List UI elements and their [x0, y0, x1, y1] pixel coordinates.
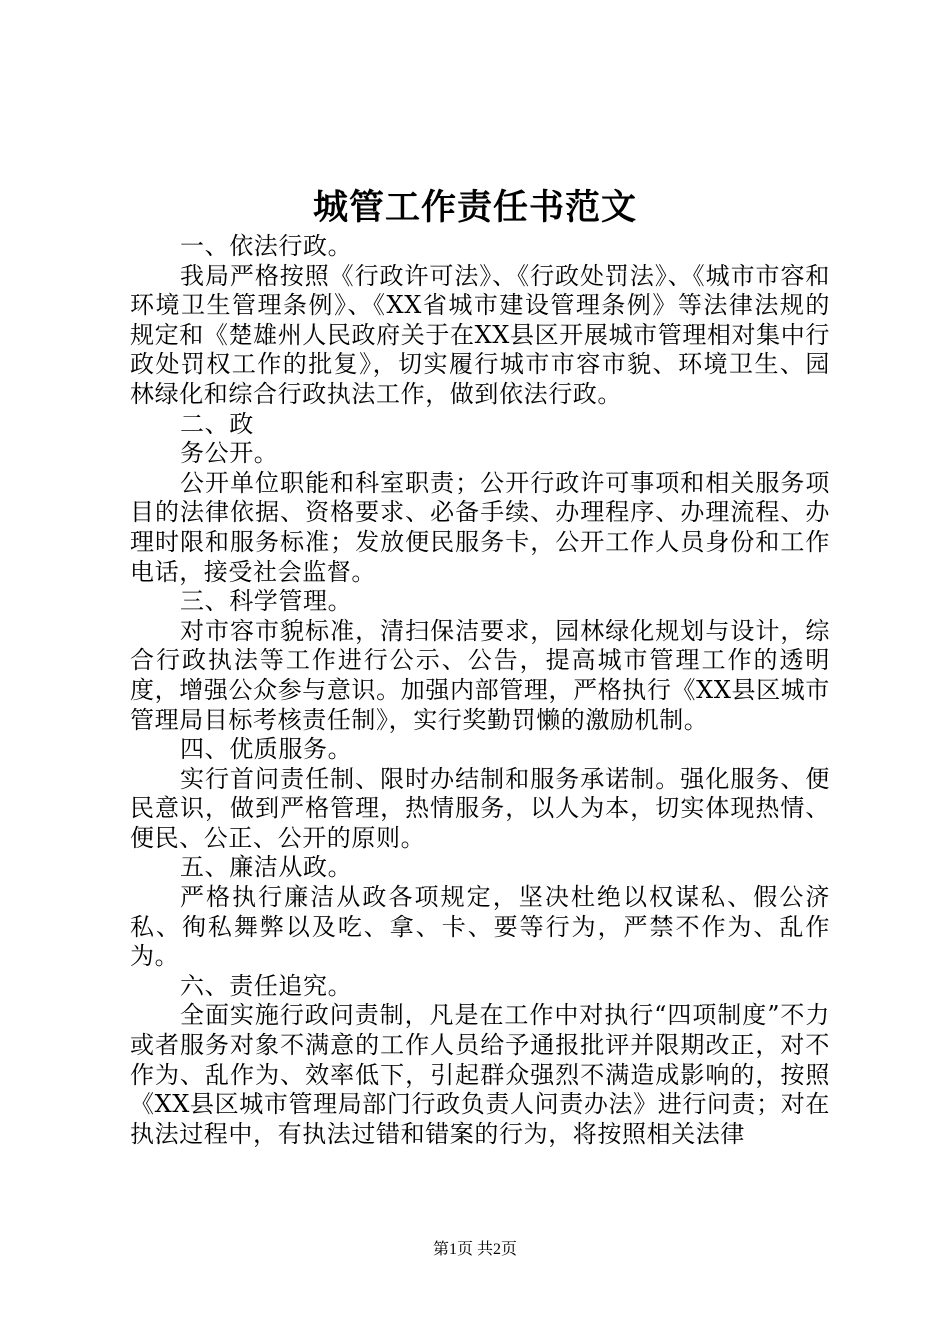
- paragraph: 我局严格按照《行政许可法》、《行政处罚法》、《城市市容和环境卫生管理条例》、《XX省城市建设管理条例》等法律法规的规定和《楚雄州人民政府关于在XX县区开展城市管理相对集中行政处罚权工作的批复》，切实履行城市市容市貌、环境卫生、园林绿化和综合行政执法工作，做到依法行政。: [130, 261, 830, 408]
- document-title: 城管工作责任书范文: [312, 187, 637, 228]
- section-heading: 一、依法行政。: [180, 232, 353, 260]
- section-heading: 四、优质服务。: [180, 735, 353, 764]
- section-heading: 五、廉洁从政。: [180, 853, 353, 882]
- section-heading: 六、责任追究。: [180, 971, 353, 1000]
- section-heading: 二、政: [180, 409, 254, 438]
- paragraph: 公开单位职能和科室职责；公开行政许可事项和相关服务项目的法律依据、资格要求、必备手续、办理程序、办理流程、办理时限和服务标准；发放便民服务卡，公开工作人员身份和工作电话，接受社会监督。: [130, 468, 830, 586]
- paragraph: 对市容市貌标准，清扫保洁要求，园林绿化规划与设计，综合行政执法等工作进行公示、公告，提高城市管理工作的透明度，增强公众参与意识。加强内部管理，严格执行《XX县区城市管理局目标考核责任制》，实行奖勤罚懒的激励机制。: [130, 616, 830, 734]
- page-footer: 第1页 共2页: [432, 1241, 517, 1258]
- paragraph: 严格执行廉洁从政各项规定，坚决杜绝以权谋私、假公济私、徇私舞弊以及吃、拿、卡、要等行为，严禁不作为、乱作为。: [130, 883, 830, 971]
- paragraph: 实行首问责任制、限时办结制和服务承诺制。强化服务、便民意识，做到严格管理，热情服务，以人为本，切实体现热情、便民、公正、公开的原则。: [130, 764, 830, 852]
- document-body: [130, 232, 830, 1149]
- section-heading: 三、科学管理。: [180, 587, 353, 616]
- paragraph: 全面实施行政问责制，凡是在工作中对执行“四项制度”不力或者服务对象不满意的工作人员给予通报批评并限期改正，对不作为、乱作为、效率低下，引起群众强烈不满造成影响的，按照《XX县区城市管理局部门行政负责人问责办法》进行问责；对在执法过程中，有执法过错和错案的行为，将按照相关法律: [130, 1001, 830, 1148]
- section-heading-continued: 务公开。: [180, 439, 279, 468]
